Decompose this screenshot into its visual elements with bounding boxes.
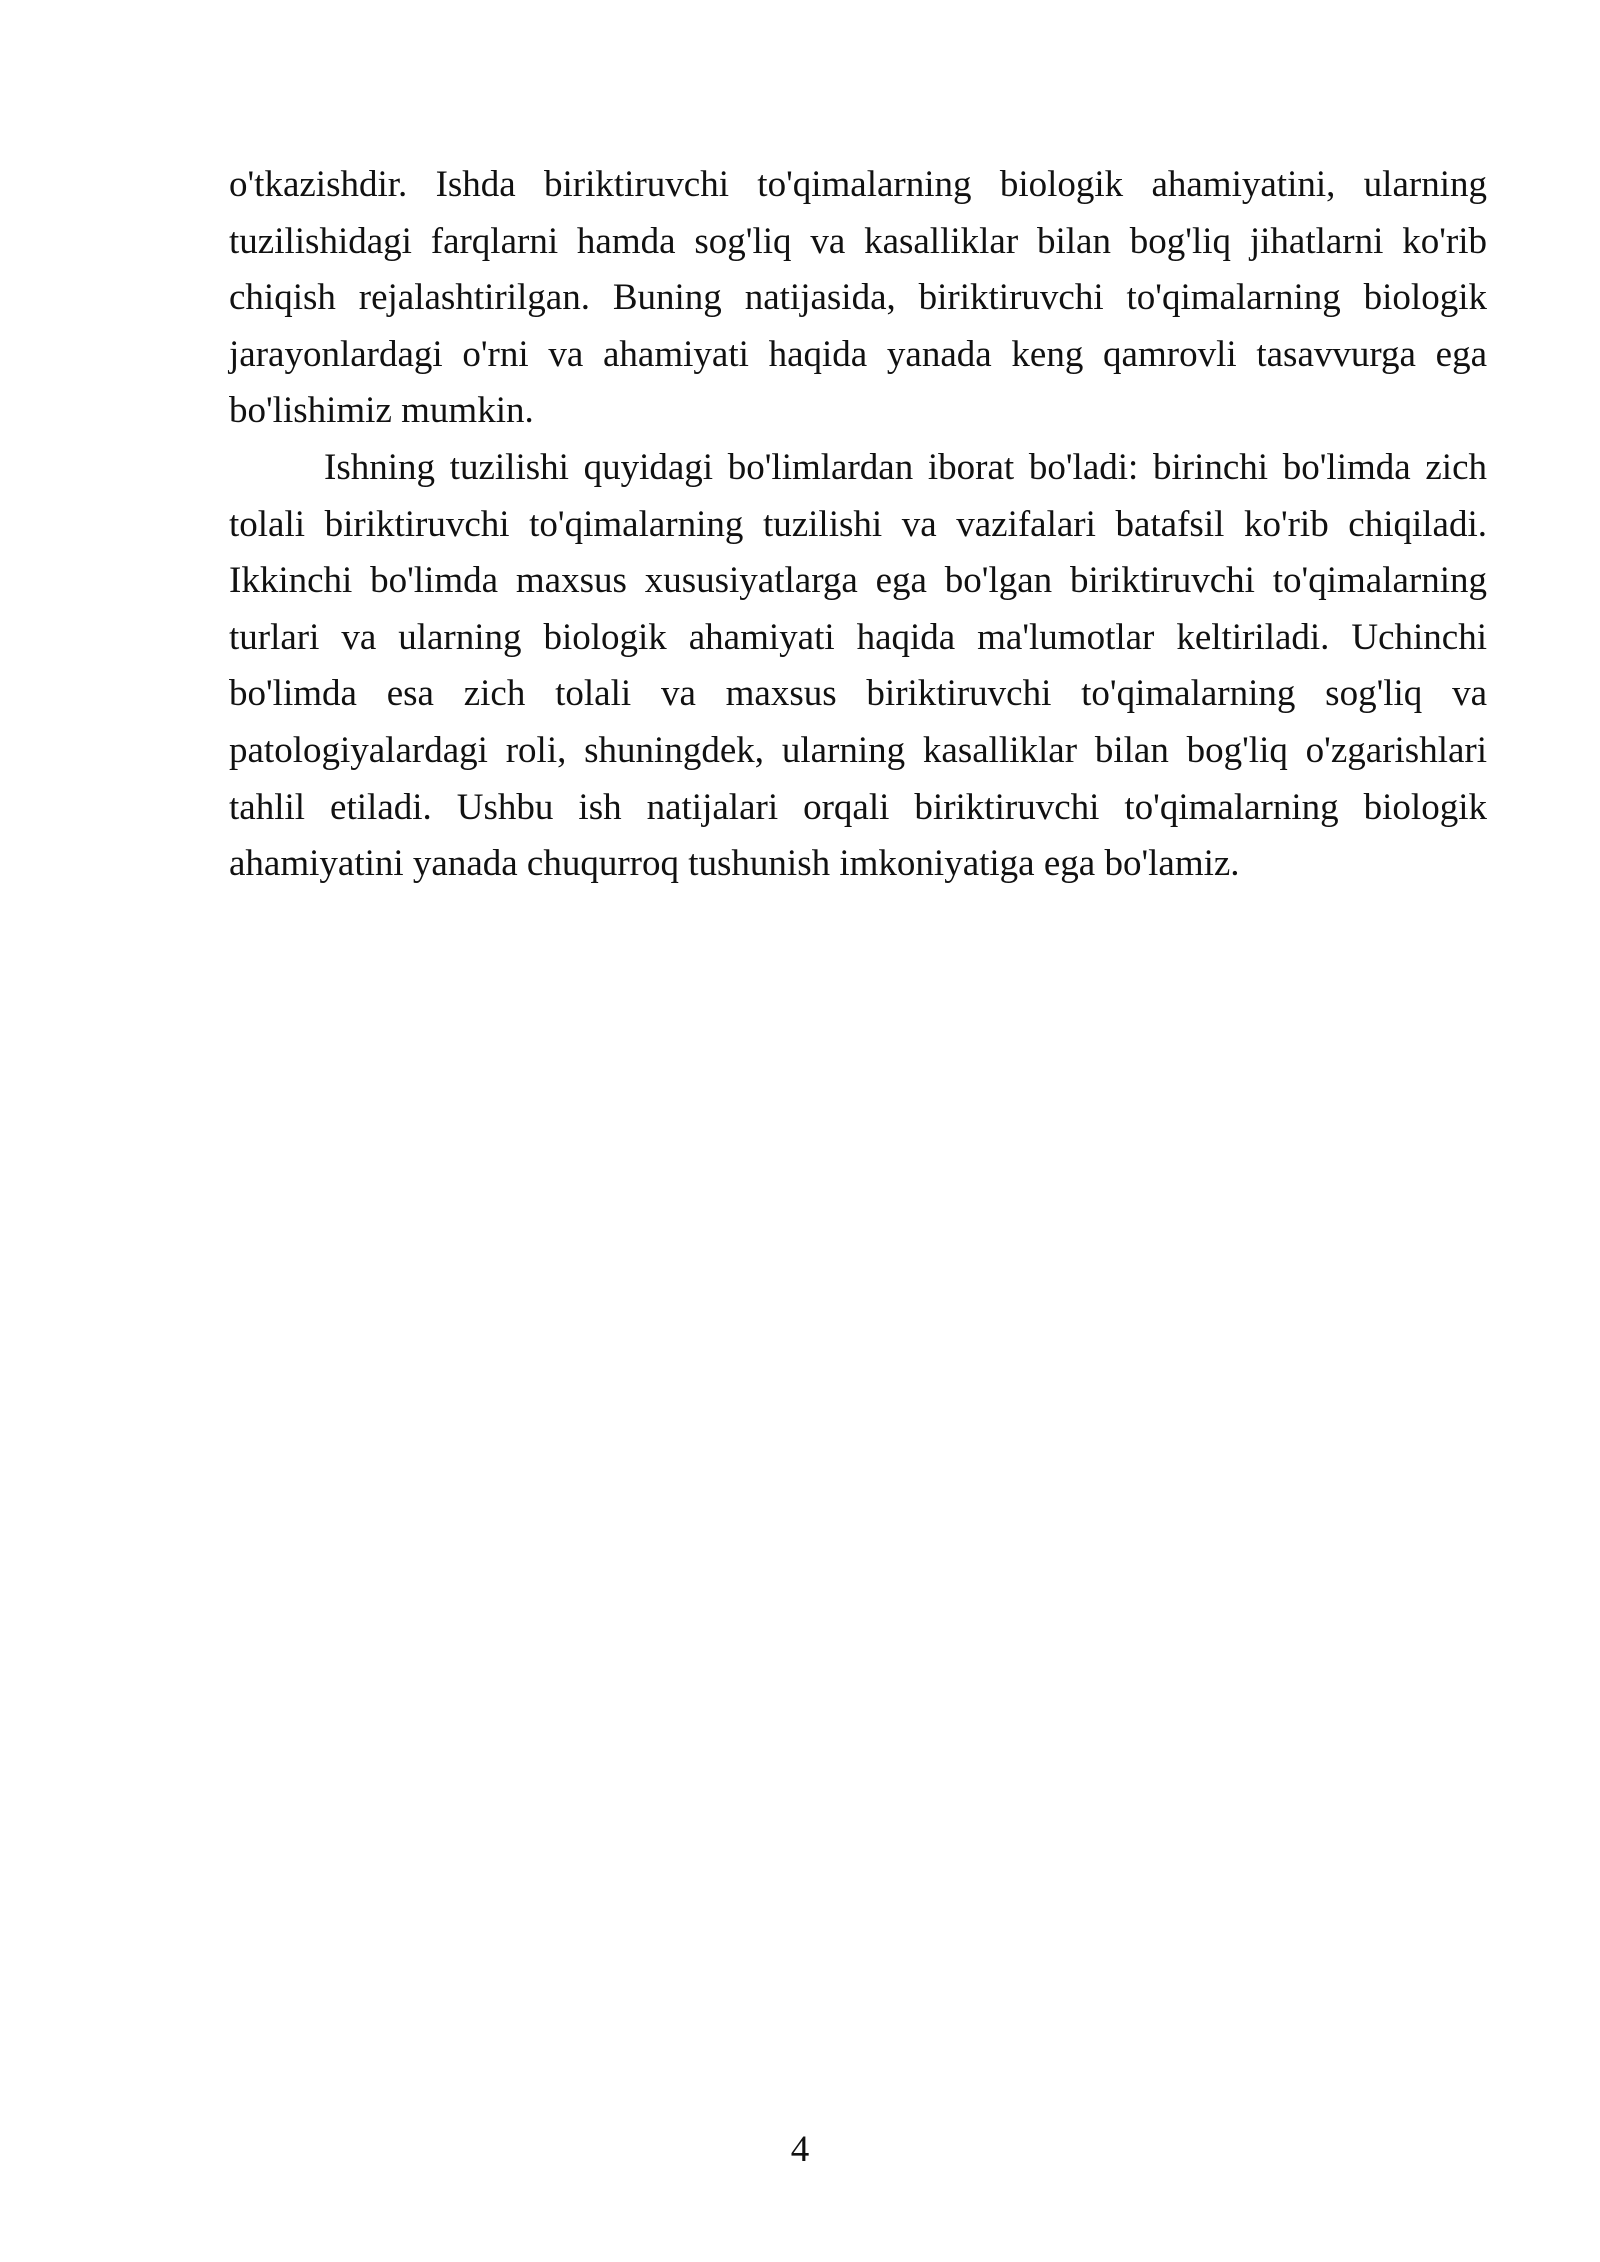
paragraph-structure: Ishning tuzilishi quyidagi bo'limlardan iborat bo'ladi: birinchi bo'limda zich tolali biriktiruvchi to'qimalarning tuzilishi va vazifalari batafsil ko'rib chiqiladi. Ikkinchi bo'limda maxsus xususiyatlarga ega bo'lgan biriktiruvchi to'qimalarning turlari va ularning biologik ahamiyati haqida ma'lumotlar keltiriladi. Uchinchi bo'limda esa zich tolali va maxsus biriktiruvchi to'qimalarning sog'liq va patologiyalardagi roli, shuningdek, ularning kasalliklar bilan bog'liq o'zgarishlari tahlil etiladi. Ushbu ish natijalari orqali biriktiruvchi to'qimalarning biologik ahamiyatini yanada chuqurroq tushunish imkoniyatiga ega bo'lamiz. <box>229 446 1487 885</box>
body-text <box>229 157 1487 893</box>
page-number: 4 <box>790 2129 810 2170</box>
paragraph-continuation: o'tkazishdir. Ishda biriktiruvchi to'qimalarning biologik ahamiyatini, ularning tuzilishidagi farqlarni hamda sog'liq va kasalliklar bilan bog'liq jihatlarni ko'rib chiqish rejalashtirilgan. Buning natijasida, biriktiruvchi to'qimalarning biologik jarayonlardagi o'rni va ahamiyati haqida yanada keng qamrovli tasavvurga ega bo'lishimiz mumkin. <box>229 164 1487 432</box>
